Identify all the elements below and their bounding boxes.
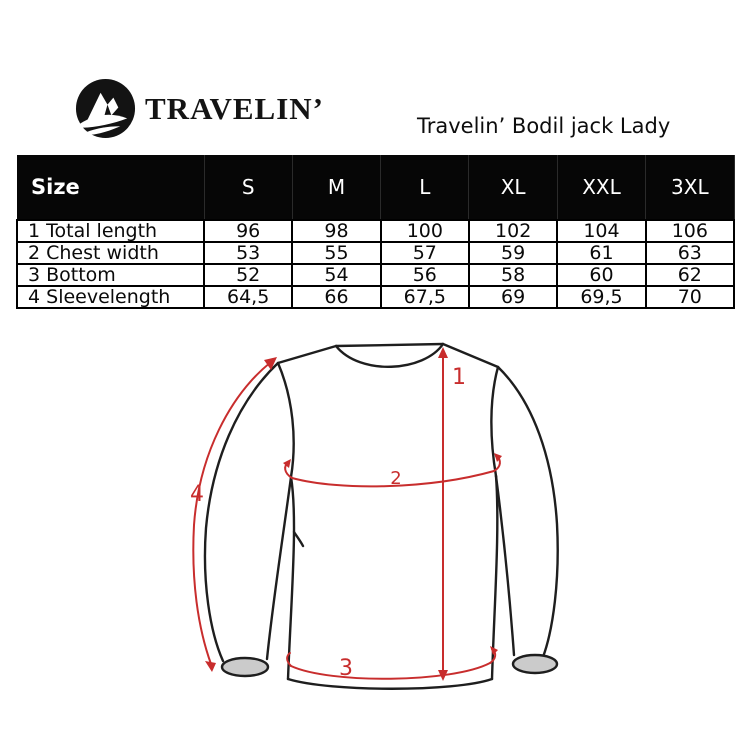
right-cuff bbox=[513, 655, 557, 673]
measurement-value: 59 bbox=[469, 242, 557, 264]
measurement-label: 1 Total length bbox=[17, 220, 204, 242]
measurement-value: 96 bbox=[204, 220, 292, 242]
size-corner-header: Size bbox=[17, 155, 204, 220]
measurement-label: 2 Chest width bbox=[17, 242, 204, 264]
annotation-bottom-width bbox=[287, 646, 498, 681]
measurement-value: 67,5 bbox=[381, 286, 469, 308]
measurement-value: 57 bbox=[381, 242, 469, 264]
size-column-header: M bbox=[292, 155, 380, 220]
measurement-value: 63 bbox=[646, 242, 734, 264]
annotation-2-label: 2 bbox=[390, 468, 402, 489]
annotation-total-length bbox=[438, 347, 466, 681]
size-column-header: S bbox=[204, 155, 292, 220]
annotation-1-label: 1 bbox=[452, 365, 466, 390]
size-column-header: XXL bbox=[557, 155, 645, 220]
left-cuff bbox=[222, 658, 268, 676]
measurement-value: 58 bbox=[469, 264, 557, 286]
measurement-value: 64,5 bbox=[204, 286, 292, 308]
measurement-value: 70 bbox=[646, 286, 734, 308]
measurement-value: 60 bbox=[557, 264, 645, 286]
measurement-value: 61 bbox=[557, 242, 645, 264]
measurement-value: 100 bbox=[381, 220, 469, 242]
measurement-value: 53 bbox=[204, 242, 292, 264]
measurement-value: 98 bbox=[292, 220, 380, 242]
annotation-4-label: 4 bbox=[190, 482, 204, 507]
annotation-3-label: 3 bbox=[339, 656, 353, 681]
measurement-value: 56 bbox=[381, 264, 469, 286]
annotation-chest-width bbox=[283, 453, 502, 489]
measurement-value: 62 bbox=[646, 264, 734, 286]
annotation-sleeve-length bbox=[190, 357, 277, 672]
measurement-value: 104 bbox=[557, 220, 645, 242]
measurement-value: 54 bbox=[292, 264, 380, 286]
size-column-header: L bbox=[381, 155, 469, 220]
measurement-value: 52 bbox=[204, 264, 292, 286]
size-column-header: XL bbox=[469, 155, 557, 220]
measurement-label: 4 Sleevelength bbox=[17, 286, 204, 308]
shirt-outline bbox=[205, 344, 558, 689]
brand-logo-text: TRAVELIN’ bbox=[145, 90, 324, 126]
measurement-value: 106 bbox=[646, 220, 734, 242]
measurement-value: 66 bbox=[292, 286, 380, 308]
measurement-value: 69 bbox=[469, 286, 557, 308]
measurement-label: 3 Bottom bbox=[17, 264, 204, 286]
measurement-value: 69,5 bbox=[557, 286, 645, 308]
page-title: Travelin’ Bodil jack Lady bbox=[417, 114, 671, 138]
measurement-value: 55 bbox=[292, 242, 380, 264]
measurement-value: 102 bbox=[469, 220, 557, 242]
size-column-header: 3XL bbox=[646, 155, 734, 220]
